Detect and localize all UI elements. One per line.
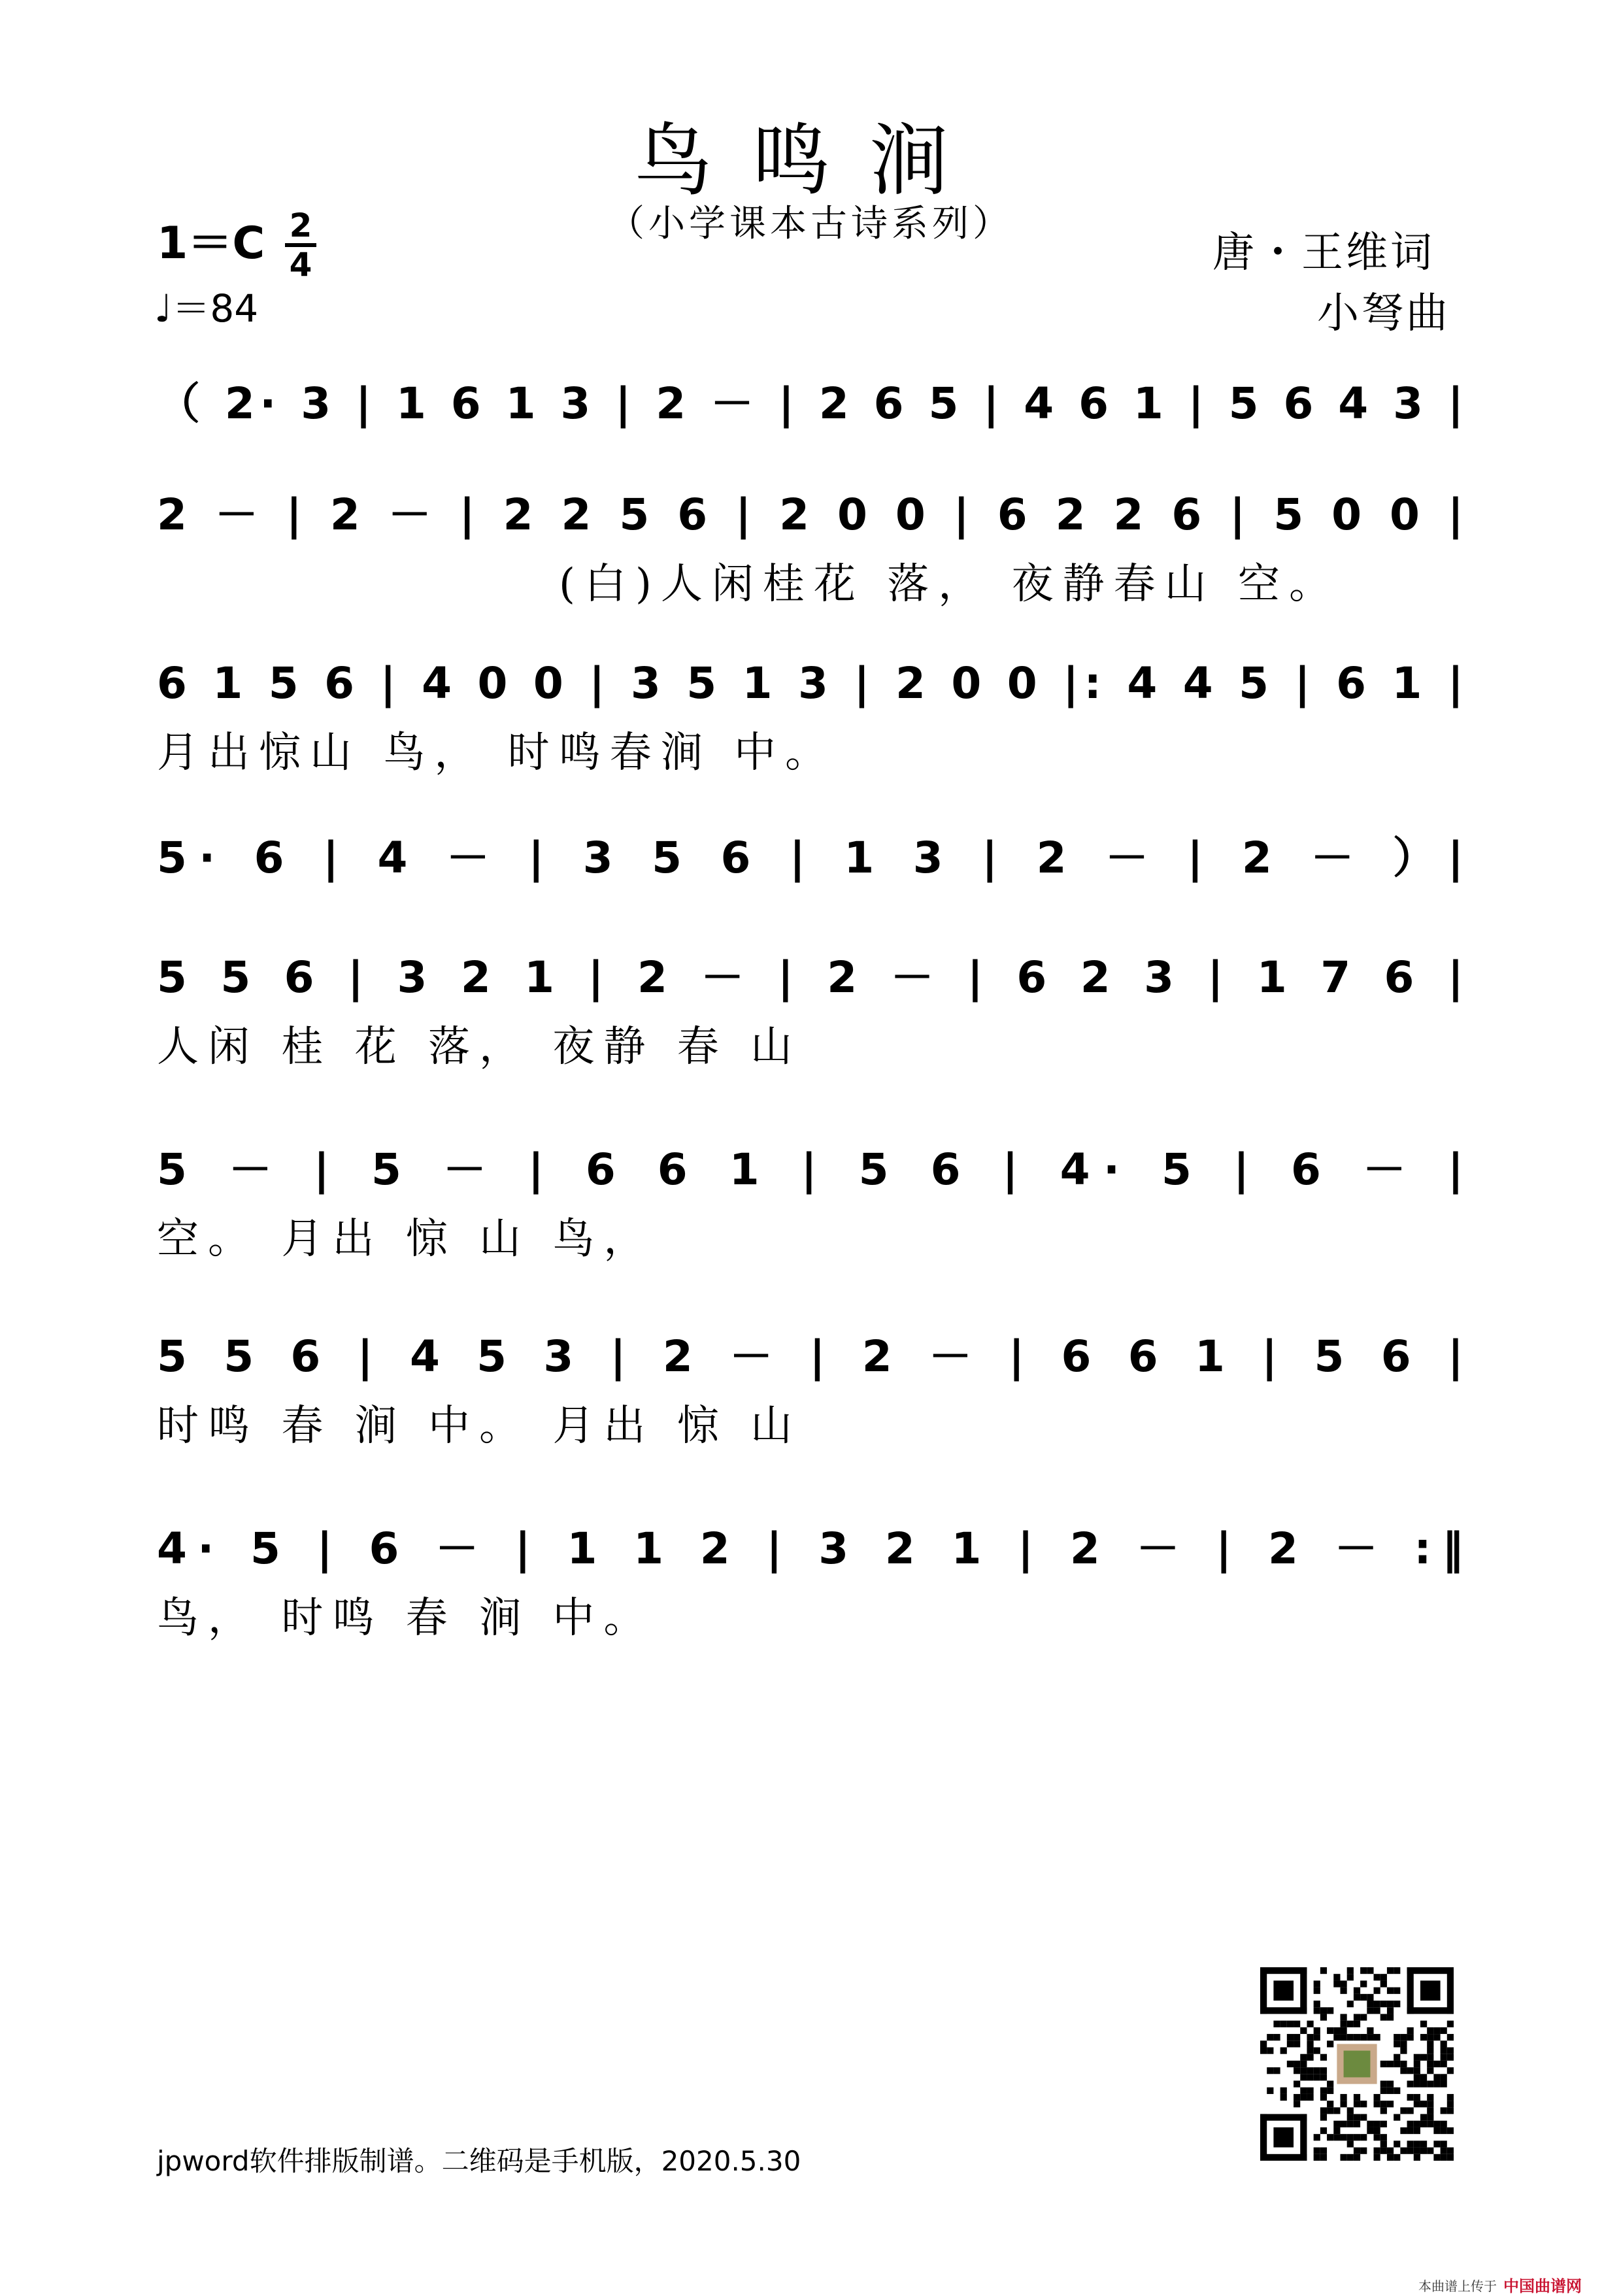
lyrics-line-2: (白)人闲桂花 落， 夜静春山 空。 [559, 560, 1340, 608]
composer-credit: 小弩曲 [1317, 290, 1450, 338]
notation-line-5: 5 5 6 | 3 2 1 | 2 － | 2 － | 6 2 3 | 1 7 6 | [157, 952, 1467, 1003]
site-logo[interactable]: 中国曲谱网 [1503, 2277, 1582, 2295]
lyricist-credit: 唐・王维词 [1212, 229, 1435, 277]
notation-line-2: 2 － | 2 － | 2 2 5 6 | 2 0 0 | 6 2 2 6 | 5 0 0 | [157, 490, 1467, 540]
notation-line-1: （ 2· 3 | 1 6 1 3 | 2 － | 2 6 5 | 4 6 1 | 5 6 4 3 | [157, 378, 1467, 429]
tempo-marking: ♩＝84 [154, 286, 259, 331]
notation-line-4: 5· 6 | 4 － | 3 5 6 | 1 3 | 2 － | 2 － ）| [157, 833, 1468, 883]
lyrics-line-3: 月出惊山 鸟， 时鸣春涧 中。 [157, 729, 837, 777]
upload-note: 本曲谱上传于 [1418, 2278, 1497, 2294]
time-signature-bottom: 4 [289, 246, 312, 284]
score-lines [157, 378, 1467, 1642]
song-subtitle: （小学课本古诗系列） [608, 203, 1013, 245]
song-title: 鸟鸣涧 [634, 116, 987, 207]
time-signature-top: 2 [289, 207, 312, 244]
key-signature: 1＝C [157, 218, 265, 269]
lyrics-line-6: 空。 月出 惊 山 鸟， [157, 1215, 655, 1263]
lyrics-line-5: 人闲 桂 花 落， 夜静 春 山 [157, 1023, 802, 1071]
qr-code[interactable] [1260, 1967, 1454, 2161]
notation-line-7: 5 5 6 | 4 5 3 | 2 － | 2 － | 6 6 1 | 5 6 | [157, 1331, 1467, 1382]
lyrics-line-8: 鸟， 时鸣 春 涧 中。 [157, 1594, 655, 1642]
footnote: jpword软件排版制谱。二维码是手机版，2020.5.30 [157, 2145, 801, 2177]
notation-line-8: 4· 5 | 6 － | 1 1 2 | 3 2 1 | 2 － | 2 － :‖ [157, 1523, 1467, 1574]
notation-line-6: 5 － | 5 － | 6 6 1 | 5 6 | 4· 5 | 6 － | [157, 1144, 1467, 1195]
lyrics-line-7: 时鸣 春 涧 中。 月出 惊 山 [157, 1402, 802, 1450]
notation-line-3: 6 1 5 6 | 4 0 0 | 3 5 1 3 | 2 0 0 |: 4 4 5 | 6 1 | [157, 658, 1467, 708]
